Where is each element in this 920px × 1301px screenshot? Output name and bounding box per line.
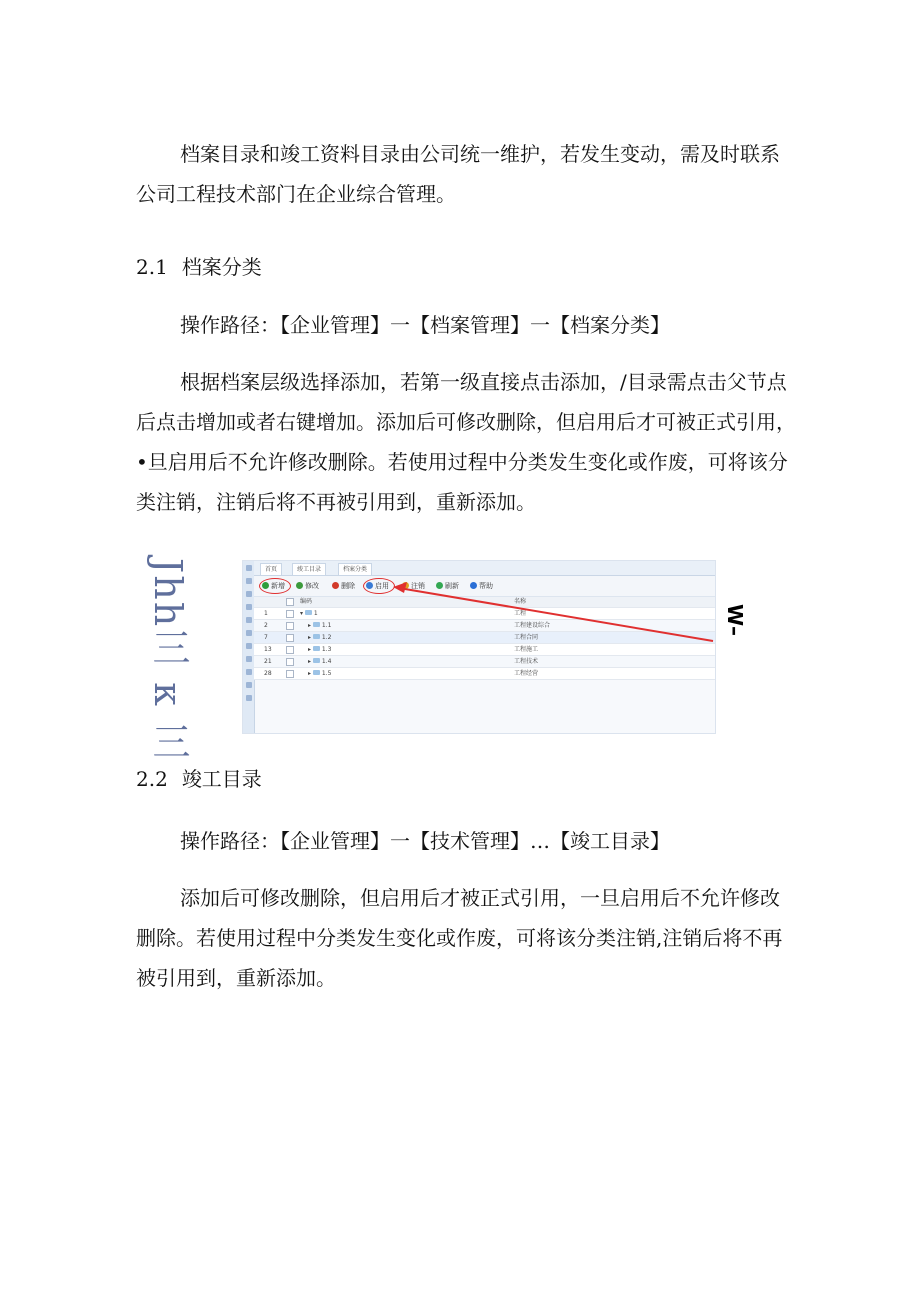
row-code-cell: ▸ 1.4 [308, 658, 332, 665]
row-code: 1 [313, 610, 318, 617]
row-code-cell: ▸ 1.1 [308, 622, 332, 629]
row-name: 工程建设综合 [514, 622, 551, 629]
row-name: 工程 [514, 610, 527, 617]
section-heading-2-1 [136, 252, 262, 282]
annotation-arrow [243, 561, 715, 733]
figure-screenshot [242, 560, 716, 734]
tab-archive-category[interactable]: 档案分类 [338, 563, 372, 575]
row-index: 2 [264, 622, 268, 629]
row-index: 13 [264, 646, 272, 653]
body-paragraph-2-1: 根据档案层级选择添加，若第一级直接点击添加，/目录需点击父节点后点击增加或者右键增加。添加后可修改删除，但启用后才可被正式引用，•旦启用后不允许修改删除。若使用过程中分类发生变化或作废，可将该分类注销，注销后将不再被引用到，重新添加。 [136, 370, 796, 514]
operation-path-2-2: 操作路径：【企业管理】一【技术管理】…【竣工目录】 [180, 829, 670, 853]
figure-edge-mark: W– [723, 604, 747, 637]
tab-home[interactable]: 首页 [260, 563, 282, 575]
row-code-cell: ▾ 1 [300, 610, 318, 617]
help-button-label: 帮助 [479, 582, 493, 590]
body-paragraph-2-2: 添加后可修改删除，但启用后才被正式引用，一旦启用后不允许修改删除。若使用过程中分类发生变化或作废，可将该分类注销,注销后将不再被引用到，重新添加。 [136, 886, 783, 990]
header-code: 编码 [300, 598, 313, 605]
row-index: 21 [264, 658, 272, 665]
row-code: 1.5 [321, 670, 332, 677]
add-button-label: 新增 [271, 582, 285, 590]
row-index: 1 [264, 610, 268, 617]
row-code-cell: ▸ 1.5 [308, 670, 332, 677]
section-title: 档案分类 [181, 255, 262, 279]
enable-button-label: 启用 [375, 582, 389, 590]
figure-side-text: Jhh三 κ 三 [146, 558, 190, 763]
row-code: 1.2 [321, 634, 332, 641]
row-name: 工程施工 [514, 646, 539, 653]
section-heading-2-2 [136, 764, 262, 794]
row-index: 7 [264, 634, 268, 641]
cancel-button-label: 注销 [411, 582, 425, 590]
row-name: 工程经营 [514, 670, 539, 677]
tab-completion-catalog[interactable]: 竣工目录 [292, 563, 326, 575]
refresh-button-label: 刷新 [445, 582, 459, 590]
intro-paragraph: 档案目录和竣工资料目录由公司统一维护，若发生变动，需及时联系公司工程技术部门在企业综合管理。 [136, 142, 780, 206]
section-number: 2.2 [136, 767, 168, 791]
row-name: 工程技术 [514, 658, 539, 665]
row-code-cell: ▸ 1.2 [308, 634, 332, 641]
header-name: 名称 [514, 598, 527, 605]
edit-button-label: 修改 [305, 582, 319, 590]
row-code: 1.4 [321, 658, 332, 665]
row-code: 1.3 [321, 646, 332, 653]
row-index: 28 [264, 670, 272, 677]
section-number: 2.1 [136, 255, 168, 279]
operation-path-2-1: 操作路径：【企业管理】一【档案管理】一【档案分类】 [180, 313, 670, 337]
section-title: 竣工目录 [181, 767, 262, 791]
row-name: 工程合同 [514, 634, 539, 641]
delete-button-label: 删除 [341, 582, 355, 590]
row-code: 1.1 [321, 622, 332, 629]
row-code-cell: ▸ 1.3 [308, 646, 332, 653]
